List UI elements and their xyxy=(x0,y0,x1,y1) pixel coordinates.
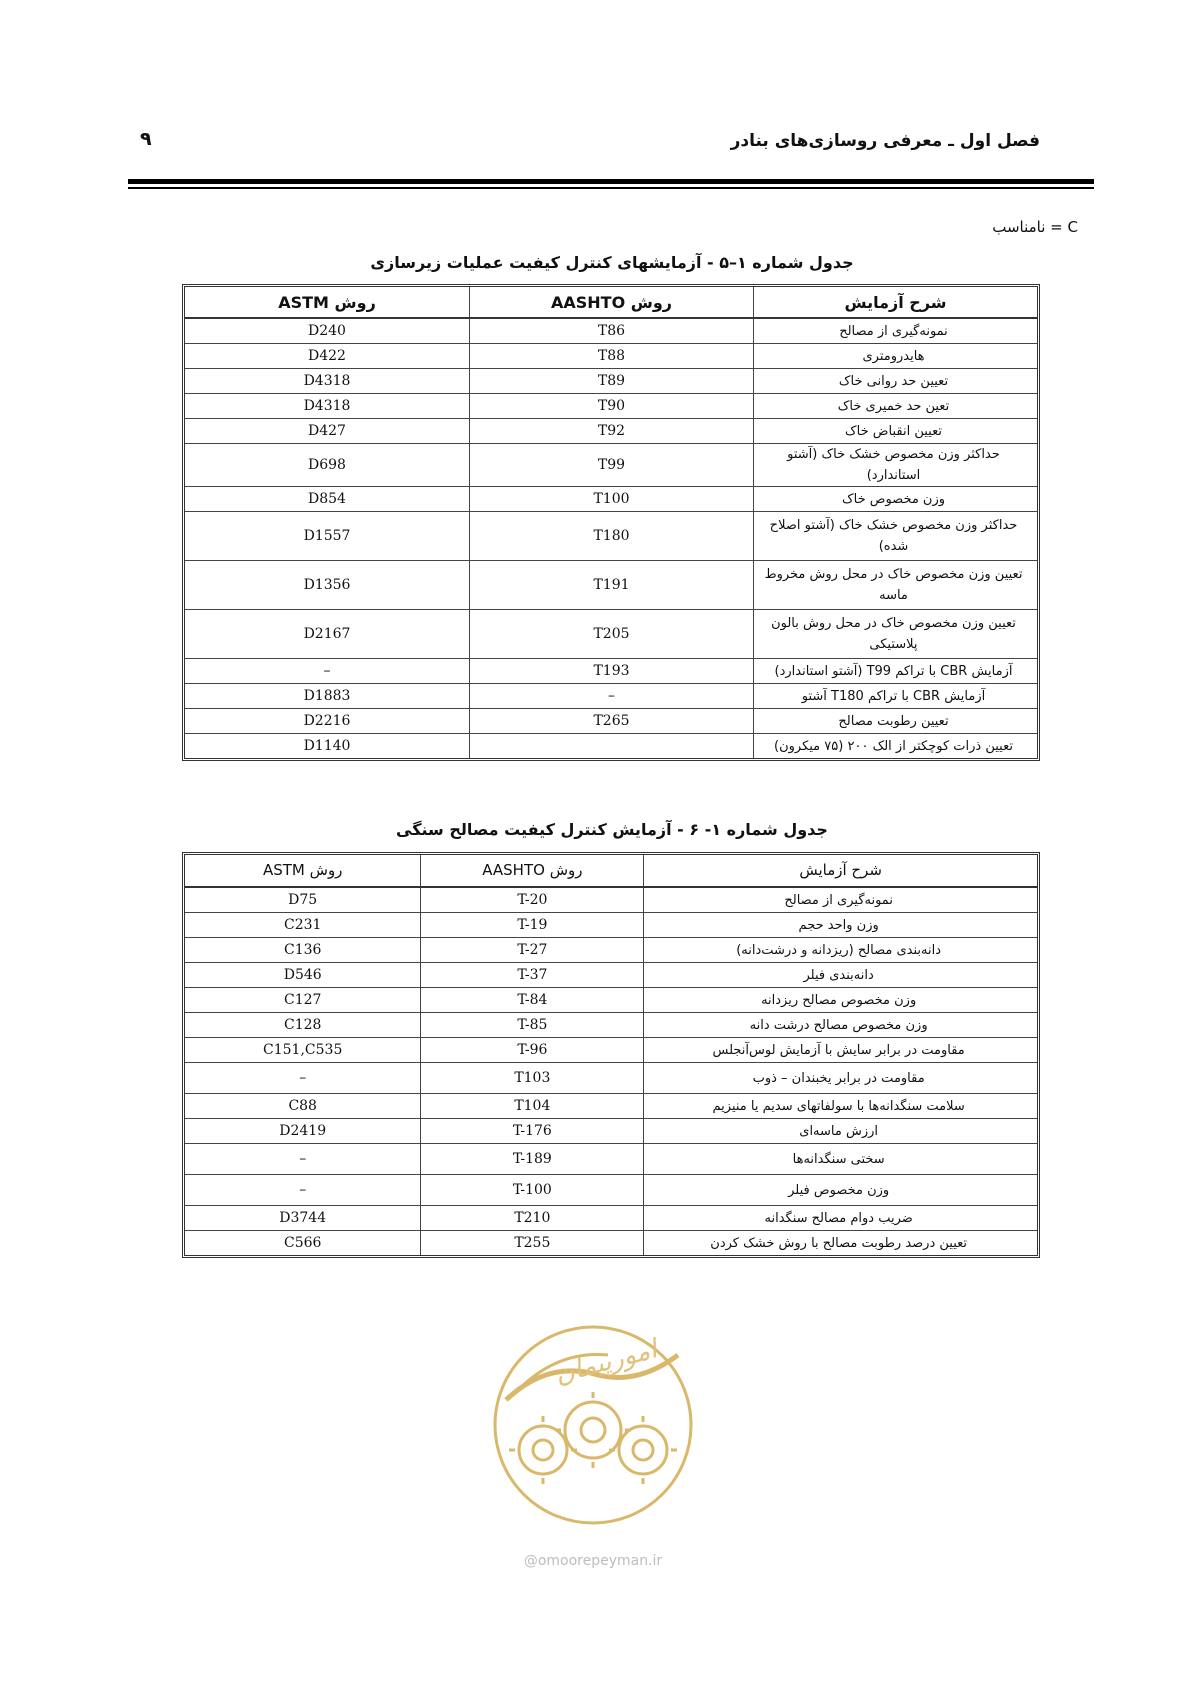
astm-method: D1883 xyxy=(185,684,469,709)
table1-header-row xyxy=(185,287,1037,319)
test-description: تعیین وزن مخصوص خاک در محل روش مخروط ماسه xyxy=(753,561,1037,610)
astm-method: D240 xyxy=(185,319,469,344)
watermark-url: @omoorepeyman.ir xyxy=(523,1553,663,1569)
astm-method: C151,C535 xyxy=(185,1038,420,1063)
column-header-astm: روش ASTM xyxy=(185,287,469,319)
aashto-method: T191 xyxy=(469,561,753,610)
astm-method: D546 xyxy=(185,963,420,988)
test-description: ضریب دوام مصالح سنگدانه xyxy=(643,1206,1037,1231)
test-description: سلامت سنگدانه‌ها با سولفاتهای سدیم یا منیزیم xyxy=(643,1094,1037,1119)
column-header-astm: روش ASTM xyxy=(185,855,420,888)
test-description: تعیین درصد رطوبت مصالح با روش خشک کردن xyxy=(643,1231,1037,1255)
astm-method: D2419 xyxy=(185,1119,420,1144)
header-rule-thin xyxy=(128,187,1094,189)
table-row xyxy=(185,319,1037,344)
test-description: تعیین وزن مخصوص خاک در محل روش بالون پلاستیکی xyxy=(753,610,1037,659)
astm-method: C136 xyxy=(185,938,420,963)
test-description: سختی سنگدانه‌ها xyxy=(643,1144,1037,1175)
test-description: دانه‌بندی فیلر xyxy=(643,963,1037,988)
table-row xyxy=(185,1038,1037,1063)
table2-caption: جدول شماره ۱- ۶ - آزمایش کنترل کیفیت مصالح سنگی xyxy=(396,820,828,839)
test-description: نمونه‌گیری از مصالح xyxy=(753,319,1037,344)
table-row xyxy=(185,444,1037,487)
table-row xyxy=(185,1013,1037,1038)
gears-icon xyxy=(509,1392,677,1484)
table-row xyxy=(185,419,1037,444)
column-header-description: شرح آزمایش xyxy=(753,287,1037,319)
aashto-method: T193 xyxy=(469,659,753,684)
aggregate-tests-table xyxy=(182,852,1040,1258)
aashto-method: T-37 xyxy=(420,963,643,988)
aashto-method: T88 xyxy=(469,344,753,369)
aashto-method: T104 xyxy=(420,1094,643,1119)
page-number: ۹ xyxy=(140,128,152,150)
astm-method: C231 xyxy=(185,913,420,938)
astm-method: D427 xyxy=(185,419,469,444)
test-description: تعیین حد روانی خاک xyxy=(753,369,1037,394)
table-row xyxy=(185,659,1037,684)
table-row xyxy=(185,394,1037,419)
chapter-title: فصل اول ـ معرفی روسازی‌های بنادر xyxy=(730,131,1040,151)
aashto-method: – xyxy=(469,684,753,709)
astm-method: D422 xyxy=(185,344,469,369)
aashto-method: T-176 xyxy=(420,1119,643,1144)
astm-method: D1557 xyxy=(185,512,469,561)
astm-method: D854 xyxy=(185,487,469,512)
aashto-method: T-189 xyxy=(420,1144,643,1175)
test-description: وزن مخصوص مصالح درشت دانه xyxy=(643,1013,1037,1038)
aashto-method: T-84 xyxy=(420,988,643,1013)
astm-method: D4318 xyxy=(185,369,469,394)
table-row xyxy=(185,1094,1037,1119)
test-description: تعیین ذرات کوچکتر از الک ۲۰۰ (۷۵ میکرون) xyxy=(753,734,1037,758)
astm-method: – xyxy=(185,1144,420,1175)
astm-method: D2167 xyxy=(185,610,469,659)
test-description: تعیین رطوبت مصالح xyxy=(753,709,1037,734)
table-row xyxy=(185,913,1037,938)
test-description: وزن مخصوص مصالح ریزدانه xyxy=(643,988,1037,1013)
test-description: مقاومت در برابر یخبندان – ذوب xyxy=(643,1063,1037,1094)
aashto-method: T-96 xyxy=(420,1038,643,1063)
table-row xyxy=(185,1119,1037,1144)
table-row xyxy=(185,1175,1037,1206)
table-row xyxy=(185,344,1037,369)
legend-note: C = نامناسب xyxy=(992,218,1078,236)
aashto-method: T-85 xyxy=(420,1013,643,1038)
column-header-aashto: روش AASHTO xyxy=(469,287,753,319)
aashto-method: T255 xyxy=(420,1231,643,1255)
astm-method: C566 xyxy=(283,1234,322,1251)
table-row xyxy=(185,487,1037,512)
test-description: آزمایش CBR با تراکم T180 آشتو xyxy=(753,684,1037,709)
table-row xyxy=(185,963,1037,988)
test-description: مقاومت در برابر سایش با آزمایش لوس‌آنجلس xyxy=(643,1038,1037,1063)
aashto-method: T265 xyxy=(469,709,753,734)
table-row xyxy=(185,1231,1037,1255)
header-rule-thick xyxy=(128,179,1094,184)
table-row xyxy=(185,1206,1037,1231)
table-row xyxy=(185,561,1037,610)
astm-method: D1140 xyxy=(303,737,351,754)
table-row xyxy=(185,610,1037,659)
astm-method: C127 xyxy=(185,988,420,1013)
aashto-method: T-20 xyxy=(420,888,643,913)
table-row xyxy=(185,938,1037,963)
table2-header-row xyxy=(185,855,1037,888)
test-description: هایدرومتری xyxy=(753,344,1037,369)
subgrade-tests-table xyxy=(182,284,1040,761)
table-row xyxy=(185,369,1037,394)
astm-method: D4318 xyxy=(185,394,469,419)
table-row xyxy=(185,734,1037,758)
test-description: تعین حد خمیری خاک xyxy=(753,394,1037,419)
aashto-method: T-19 xyxy=(420,913,643,938)
table-row xyxy=(185,512,1037,561)
table-row xyxy=(185,1144,1037,1175)
test-description: وزن مخصوص فیلر xyxy=(643,1175,1037,1206)
aashto-method: T89 xyxy=(469,369,753,394)
aashto-method: T86 xyxy=(469,319,753,344)
astm-method: – xyxy=(185,1063,420,1094)
aashto-method xyxy=(469,734,753,758)
test-description: ارزش ماسه‌ای xyxy=(643,1119,1037,1144)
table-row xyxy=(185,988,1037,1013)
aashto-method: T-27 xyxy=(420,938,643,963)
aashto-method: T210 xyxy=(420,1206,643,1231)
table-row xyxy=(185,684,1037,709)
column-header-aashto: روش AASHTO xyxy=(420,855,643,888)
test-description: تعیین انقباض خاک xyxy=(753,419,1037,444)
column-header-description: شرح آزمایش xyxy=(643,855,1037,888)
astm-method: – xyxy=(185,1175,420,1206)
aashto-method: T99 xyxy=(469,444,753,487)
table-row xyxy=(185,888,1037,913)
aashto-method: T100 xyxy=(469,487,753,512)
table-row xyxy=(185,1063,1037,1094)
watermark-logo-text: امورپیمان xyxy=(551,1334,661,1391)
astm-method: D3744 xyxy=(185,1206,420,1231)
aashto-method: T103 xyxy=(420,1063,643,1094)
test-description: آزمایش CBR با تراکم T99 (آشتو استاندارد) xyxy=(753,659,1037,684)
test-description: وزن واحد حجم xyxy=(643,913,1037,938)
aashto-method: T90 xyxy=(469,394,753,419)
astm-method: – xyxy=(185,659,469,684)
watermark-stamp-logo xyxy=(488,1300,698,1550)
test-description: وزن مخصوص خاک xyxy=(753,487,1037,512)
test-description: نمونه‌گیری از مصالح xyxy=(643,888,1037,913)
table1-caption: جدول شماره ۱–۵ - آزمایشهای کنترل کیفیت عملیات زیرسازی xyxy=(370,253,854,272)
astm-method: D75 xyxy=(185,888,420,913)
aashto-method: T-100 xyxy=(420,1175,643,1206)
table-row xyxy=(185,709,1037,734)
aashto-method: T180 xyxy=(469,512,753,561)
test-description: حداکثر وزن مخصوص خشک خاک (آشتو اصلاح شده) xyxy=(753,512,1037,561)
astm-method: C88 xyxy=(185,1094,420,1119)
astm-method: D1356 xyxy=(185,561,469,610)
astm-method: D2216 xyxy=(185,709,469,734)
astm-method: C128 xyxy=(185,1013,420,1038)
aashto-method: T92 xyxy=(469,419,753,444)
test-description: دانه‌بندی مصالح (ریزدانه و درشت‌دانه) xyxy=(643,938,1037,963)
astm-method: D698 xyxy=(185,444,469,487)
aashto-method: T205 xyxy=(469,610,753,659)
test-description: حداکثر وزن مخصوص خشک خاک (آشتو استاندارد) xyxy=(753,444,1037,487)
